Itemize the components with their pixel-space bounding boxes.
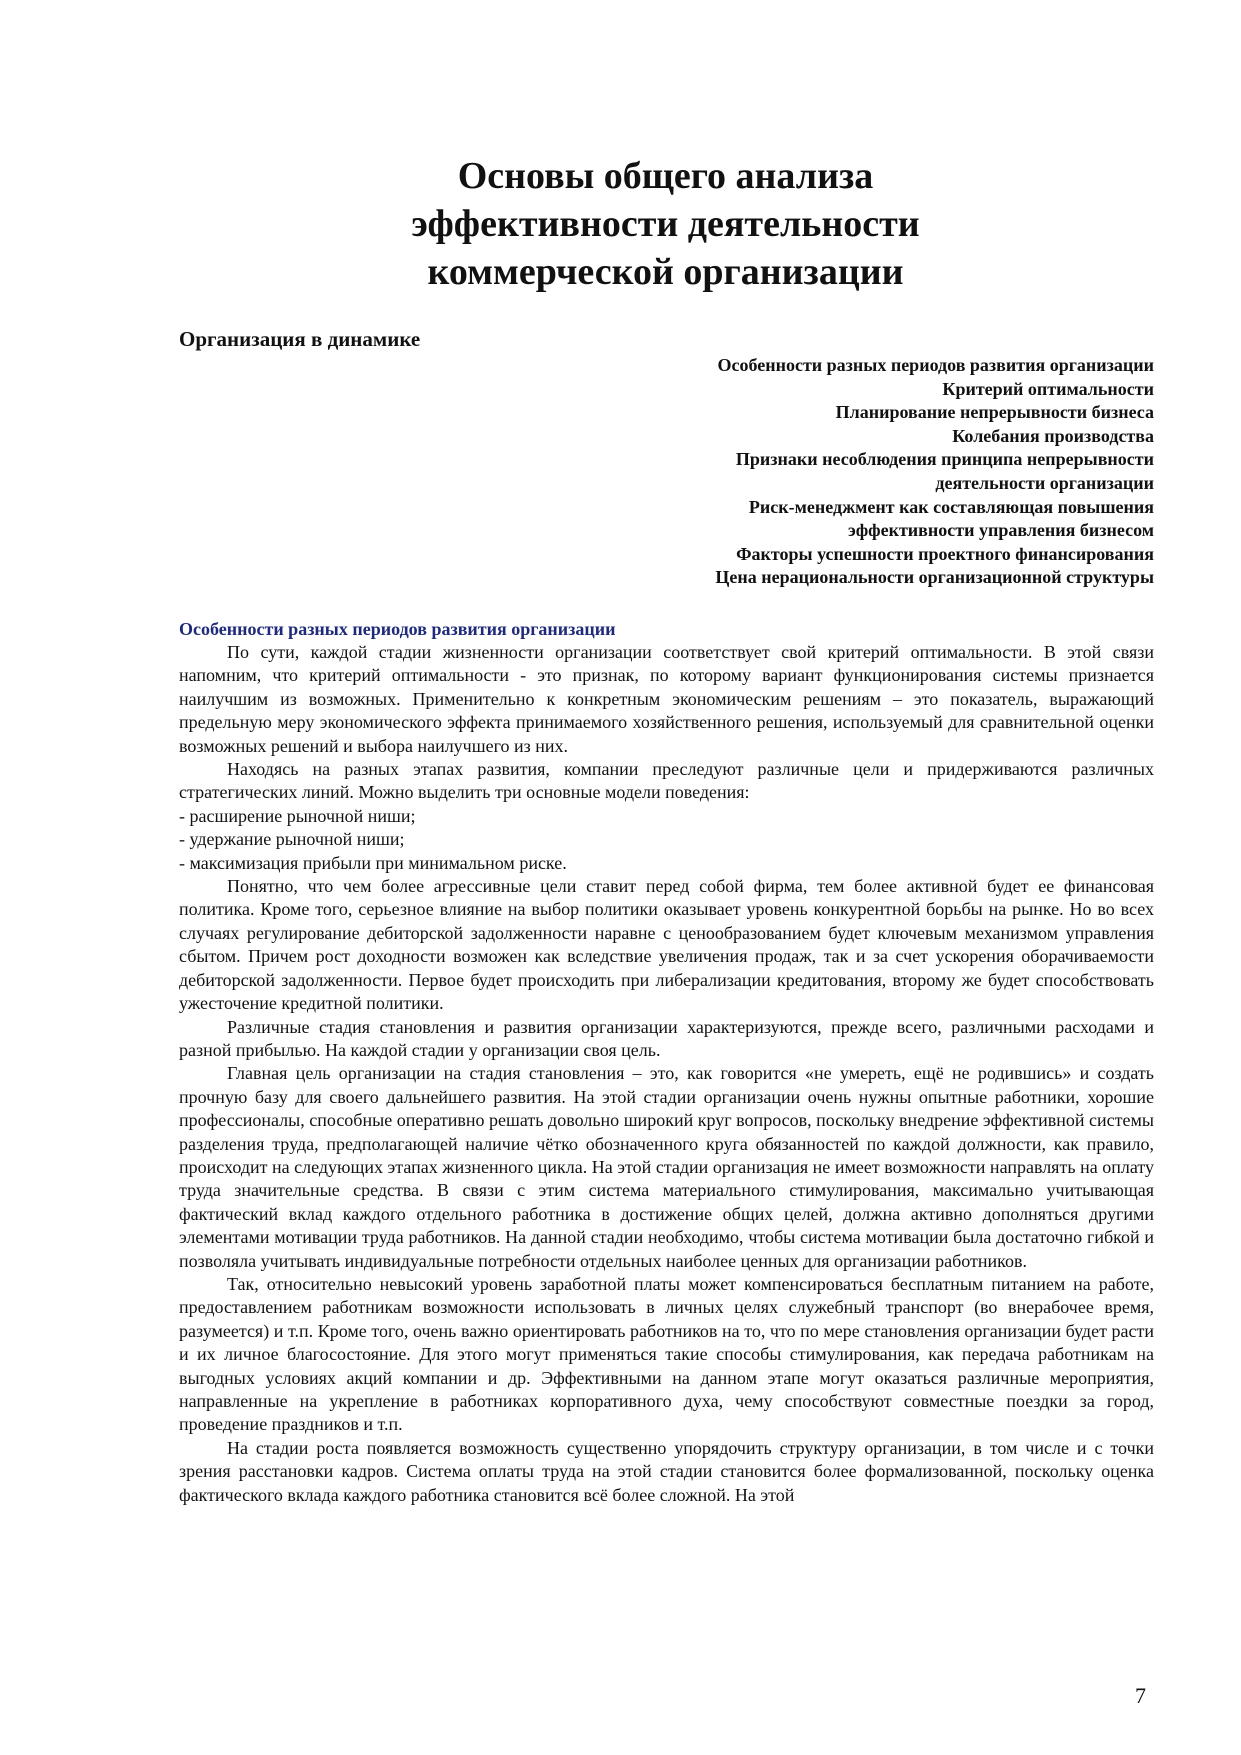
- contents-item: [454, 378, 1154, 402]
- title-line: Основы общего анализа: [457, 155, 874, 197]
- title-line: эффективности деятельности: [411, 203, 920, 245]
- contents-item-line: Факторы успешности проектного финансирования: [736, 543, 1154, 564]
- body-paragraph: Различные стадия становления и развития организации характеризуются, прежде всего, различными расходами и разной прибылью. На каждой стадии у организации своя цель.: [179, 1016, 1154, 1060]
- contents-item: [454, 448, 1154, 495]
- list-item: - удержание рыночной ниши;: [179, 829, 405, 850]
- contents-item: [454, 566, 1154, 590]
- body-paragraph: Находясь на разных этапах развития, компании преследуют различные цели и придерживаются различных стратегических линий. Можно выделить три основные модели поведения:: [179, 759, 1154, 803]
- contents-item: [454, 543, 1154, 567]
- contents-item-line: Особенности разных периодов развития организации: [717, 355, 1154, 375]
- body-paragraph: Главная цель организации на стадия становления – это, как говорится «не умереть, ещё не родившись» и создать прочную базу для своего дальнейшего развития. На этой стадии организации очень нужны опытные работники, хорошие профессионалы, способные оперативно решать довольно широкий круг вопросов, поскольку внедрение эффективной системы разделения труда, предполагающей наличие чётко обозначенного круга обязанностей по каждой должности, как правило, происходит на следующих этапах жизненного цикла. На этой стадии организация не имеет возможности направлять на оплату труда значительные средства. В связи с этим система материального стимулирования, максимально учитывающая фактический вклад каждого отдельного работника в достижение общих целей, должна активно дополняться другими элементами мотивации труда работников. На данной стадии необходимо, чтобы система мотивации была достаточно гибкой и позволяла учитывать индивидуальные потребности отдельных наиболее ценных для организации работников.: [179, 1063, 1154, 1271]
- list-item: - максимизация прибыли при минимальном риске.: [179, 852, 567, 873]
- behavior-models-list: [179, 805, 1154, 875]
- chapter-heading: Организация в динамике: [179, 327, 421, 351]
- body-paragraph: Так, относительно невысокий уровень заработной платы может компенсироваться бесплатным питанием на работе, предоставлением работникам возможности использовать в личных целях служебный транспорт (во внерабочее время, разумеется) и т.п. Кроме того, очень важно ориентировать работников на то, что по мере становления организации будет расти и их личное благосостояние. Для этого могут применяться такие способы стимулирования, как передача работникам на выгодных условиях акций компании и др. Эффективными на данном этапе могут оказаться различные мероприятия, направленные на укрепление в работниках корпоративного духа, чему способствуют совместные поездки за город, проведение праздников и т.п.: [179, 1273, 1154, 1435]
- contents-item: [454, 496, 1154, 543]
- contents-item-line: Цена нерациональности организационной структуры: [715, 567, 1154, 588]
- contents-item-line: Колебания производства: [952, 425, 1154, 446]
- section-body: [179, 641, 1154, 1507]
- document-title: [177, 152, 1154, 296]
- body-paragraph: Понятно, что чем более агрессивные цели ставит перед собой фирма, тем более активной будет ее финансовая политика. Кроме того, серьезное влияние на выбор политики оказывает уровень конкурентной борьбы на рынке. Но во всех случаях регулирование дебиторской задолженности наравне с ценообразованием будет ключевым механизмом управления сбытом. Причем рост доходности возможен как вследствие увеличения продаж, так и за счет ускорения оборачиваемости дебиторской задолженности. Первое будет происходить при либерализации кредитования, второму же будет способствовать ужесточение кредитной политики.: [179, 876, 1154, 1014]
- chapter-contents-list: [454, 354, 1154, 590]
- list-item: - расширение рыночной ниши;: [179, 805, 416, 826]
- body-paragraph: По сути, каждой стадии жизненности организации соответствует свой критерий оптимальности. В этой связи напомним, что критерий оптимальности - это признак, по которому вариант функционирования системы признается наилучшим из возможных. Применительно к конкретным экономическим решениям – это показатель, выражающий предельную меру экономического эффекта принимаемого хозяйственного решения, используемый для сравнительной оценки возможных решений и выбора наилучшего из них.: [179, 642, 1154, 756]
- contents-item: [454, 401, 1154, 425]
- contents-item: [454, 354, 1154, 378]
- contents-item-line: деятельности организации: [935, 472, 1154, 493]
- body-paragraph: На стадии роста появляется возможность существенно упорядочить структуру организации, в том числе и с точки зрения расстановки кадров. Система оплаты труда на этой стадии становится более формализованной, поскольку оценка фактического вклада каждого работника становится всё более сложной. На этой: [179, 1437, 1154, 1505]
- contents-item-line: Риск-менеджмент как составляющая повышения: [748, 496, 1154, 517]
- contents-item-line: Критерий оптимальности: [942, 378, 1154, 399]
- contents-item: [454, 425, 1154, 449]
- section-heading: Особенности разных периодов развития организации: [179, 619, 616, 639]
- contents-item-line: Признаки несоблюдения принципа непрерывности: [735, 449, 1154, 470]
- contents-item-line: Планирование непрерывности бизнеса: [835, 402, 1154, 423]
- page-number: 7: [1135, 1683, 1146, 1708]
- contents-item-line: эффективности управления бизнесом: [848, 520, 1154, 541]
- title-line: коммерческой организации: [427, 251, 904, 293]
- document-page: [177, 0, 1154, 1755]
